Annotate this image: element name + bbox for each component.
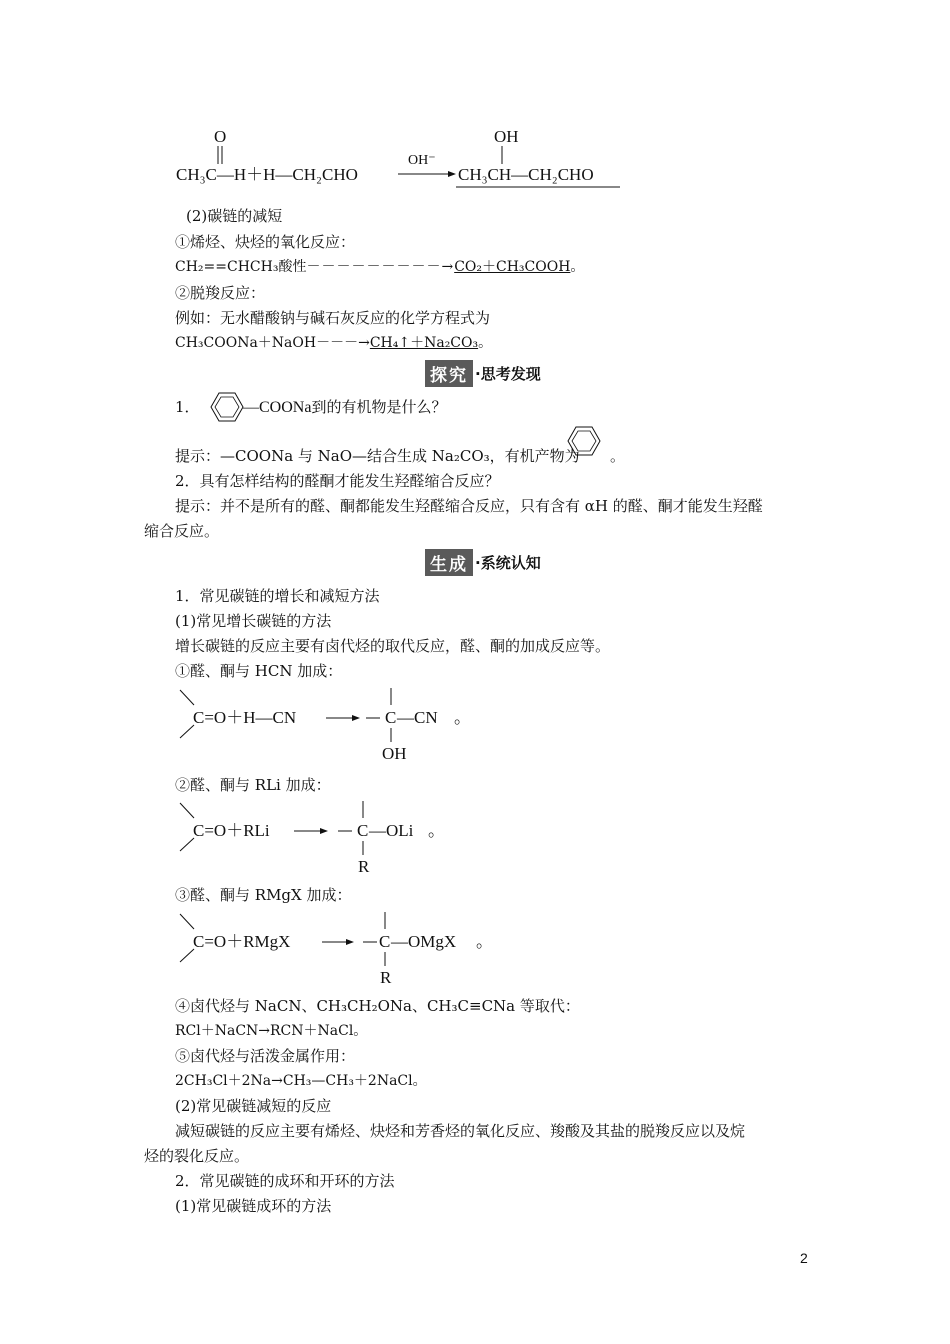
rmgx-period: 。 xyxy=(476,932,493,951)
aldol-oh: OH xyxy=(494,127,519,146)
hcn-period: 。 xyxy=(454,708,471,727)
section-1-text: 增长碳链的反应主要有卤代烃的取代反应，醛、酮的加成反应等。 xyxy=(175,637,611,655)
rmgx-r: R xyxy=(380,968,392,987)
rmgx-reactants: C=O＋RMgX xyxy=(193,932,291,951)
section-1-heading: 1．常见碳链的增长和减短方法 xyxy=(175,587,380,605)
benzene-product-icon xyxy=(566,424,606,458)
olefin-oxidation-equation xyxy=(175,257,584,277)
decarboxylation-example: 例如：无水醋酸钠与碱石灰反应的化学方程式为 xyxy=(175,309,491,327)
question-1-text: 到的有机物是什么？ xyxy=(311,398,447,416)
carbonyl-o: O xyxy=(214,127,227,146)
system-title: ·系统认知 xyxy=(475,553,541,572)
rli-reactants: C=O＋RLi xyxy=(193,821,270,840)
olefin-products: CO₂＋CH₃COOH xyxy=(454,259,571,275)
reaction-3-heading: ③醛、酮与 RMgX 加成： xyxy=(175,886,352,904)
hcn-addition-equation xyxy=(176,688,476,768)
aldol-condition: OH⁻ xyxy=(408,153,436,168)
coona-group: —COONa xyxy=(243,399,312,416)
rmgx-addition-equation xyxy=(176,912,516,992)
answer-1: 提示：—COONa 与 NaO—结合生成 Na₂CO₃，有机产物为 xyxy=(175,447,580,465)
reaction-5-heading: ⑤卤代烃与活泼金属作用： xyxy=(175,1047,356,1065)
question-1-number: 1． xyxy=(175,398,200,416)
rmgx-group: —OMgX xyxy=(391,932,457,951)
rli-r: R xyxy=(358,857,370,876)
shortening-text-2: 烃的裂化反应。 xyxy=(144,1147,250,1165)
rli-carbon: C xyxy=(357,821,369,840)
explore-header xyxy=(425,361,541,385)
rli-group: —OLi xyxy=(369,821,414,840)
dashed-arrow: －－－－－－－－－→ xyxy=(306,259,455,275)
hcn-reactants: C=O＋H—CN xyxy=(193,708,297,727)
olefin-reactant: CH₂==CHCH₃ xyxy=(175,259,279,275)
reaction-1-heading: ①醛、酮与 HCN 加成： xyxy=(175,662,343,680)
period: 。 xyxy=(478,335,493,351)
section-1-sub-2: (2)常见碳链减短的反应 xyxy=(175,1097,332,1115)
rli-period: 。 xyxy=(428,821,445,840)
shortening-text-1: 减短碳链的反应主要有烯烃、炔烃和芳香烃的氧化反应、羧酸及其盐的脱羧反应以及烷 xyxy=(175,1122,746,1140)
rmgx-carbon: C xyxy=(379,932,391,951)
reaction-5-equation: 2CH₃Cl＋2Na→CH₃—CH₃＋2NaCl。 xyxy=(175,1073,427,1089)
answer-2-line-2: 缩合反应。 xyxy=(144,522,220,540)
system-header xyxy=(425,550,541,574)
acidic-condition: 酸性 xyxy=(278,259,307,275)
decarboxylation-equation xyxy=(175,333,492,353)
period: 。 xyxy=(570,259,585,275)
answer-2-line-1: 提示：并不是所有的醛、酮都能发生羟醛缩合反应，只有含有 αH 的醛、酮才能发生羟醛 xyxy=(175,497,763,515)
rli-addition-equation xyxy=(176,801,476,881)
section-2-sub-1: (1)常见碳链成环的方法 xyxy=(175,1197,332,1215)
page-number: 2 xyxy=(800,1250,808,1266)
decarboxylation-products: CH₄↑＋Na₂CO₃ xyxy=(369,335,479,351)
question-1 xyxy=(243,397,446,418)
reaction-2-heading: ②醛、酮与 RLi 加成： xyxy=(175,776,331,794)
question-2: 2．具有怎样结构的醛酮才能发生羟醛缩合反应？ xyxy=(175,472,500,490)
hcn-carbon: C xyxy=(385,708,397,727)
decarboxylation-reactants: CH₃COONa＋NaOH xyxy=(175,335,317,351)
hcn-group: —CN xyxy=(397,708,438,727)
system-badge: 生成 xyxy=(425,549,473,576)
section-2-heading: 2．常见碳链的成环和开环的方法 xyxy=(175,1172,395,1190)
answer-1-end: 。 xyxy=(610,447,626,465)
explore-title: ·思考发现 xyxy=(475,364,541,383)
olefin-oxidation-heading: ①烯烃、炔烃的氧化反应： xyxy=(175,233,356,251)
dashed-arrow: －－－→ xyxy=(316,335,370,351)
benzene-ring-icon xyxy=(203,390,243,424)
aldol-reactants: CH₃C—H＋H—CH₂CHO xyxy=(176,165,358,184)
section-1-sub-1: (1)常见增长碳链的方法 xyxy=(175,612,332,630)
reaction-4-equation: RCl＋NaCN→RCN＋NaCl。 xyxy=(175,1023,368,1039)
aldol-product: CH₃CH—CH₂CHO xyxy=(458,165,594,184)
reaction-4-heading: ④卤代烃与 NaCN、CH₃CH₂ONa、CH₃C≡CNa 等取代： xyxy=(175,997,580,1015)
section-chain-shortening: (2)碳链的减短 xyxy=(186,207,283,225)
hcn-oh: OH xyxy=(382,744,407,763)
explore-badge: 探究 xyxy=(425,360,473,387)
decarboxylation-heading: ②脱羧反应： xyxy=(175,284,266,302)
aldol-equation xyxy=(176,124,636,194)
